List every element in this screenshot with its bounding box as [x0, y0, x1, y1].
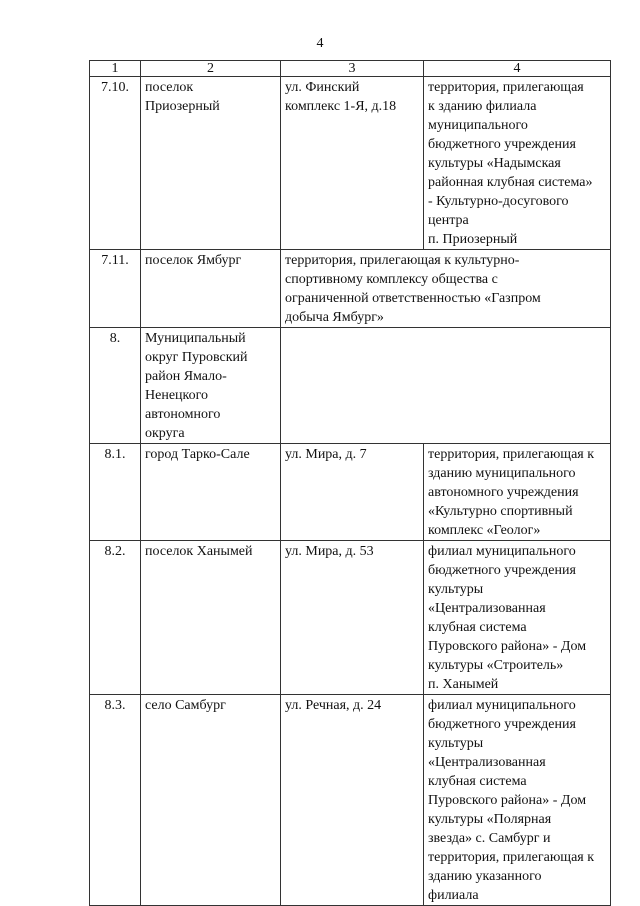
cell-line: клубная система	[428, 774, 527, 789]
cell-line: муниципального	[428, 118, 528, 133]
cell-line: территория, прилегающая	[428, 80, 584, 95]
cell-line: Ненецкого	[145, 388, 209, 403]
cell-line: зданию муниципального	[428, 466, 576, 481]
table-header-row	[90, 61, 611, 77]
settlement-cell	[141, 695, 281, 906]
cell-line: культуры «Строитель»	[428, 658, 564, 673]
cell-line: «Централизованная	[428, 755, 546, 770]
column-header-4: 4	[424, 61, 611, 77]
settlement-cell	[141, 328, 281, 444]
cell-line: округа	[145, 426, 185, 441]
location-cell	[281, 328, 611, 444]
settlement-cell	[141, 541, 281, 695]
cell-line: культуры	[428, 582, 484, 597]
cell-line: комплекс 1-Я, д.18	[285, 99, 397, 114]
cell-line: культуры «Полярная	[428, 812, 552, 827]
table-row	[90, 250, 611, 328]
cell-line: «Культурно спортивный	[428, 504, 573, 519]
location-cell	[424, 695, 611, 906]
locations-table	[89, 60, 611, 906]
address-cell	[281, 695, 424, 906]
row-number: 7.10.	[90, 77, 141, 250]
cell-line: округ Пуровский	[145, 350, 248, 365]
cell-line: п. Ханымей	[428, 677, 499, 692]
page-number: 4	[316, 36, 324, 51]
address-cell	[281, 77, 424, 250]
cell-line: добыча Ямбург»	[285, 310, 384, 325]
location-cell	[424, 444, 611, 541]
cell-line: территория, прилегающая к культурно-	[285, 253, 520, 268]
table-row	[90, 77, 611, 250]
cell-line: районная клубная система»	[428, 175, 593, 190]
cell-line: ул. Речная, д. 24	[285, 698, 382, 713]
address-cell	[281, 444, 424, 541]
cell-line: зданию указанного	[428, 869, 542, 884]
row-number: 8.3.	[90, 695, 141, 906]
table-row	[90, 695, 611, 906]
cell-line: - Культурно-досугового	[428, 194, 569, 209]
cell-line: поселок Ханымей	[145, 544, 253, 559]
cell-line: культуры «Надымская	[428, 156, 561, 171]
row-number: 8.	[90, 328, 141, 444]
cell-line: звезда» с. Самбург и	[428, 831, 551, 846]
cell-line: поселок	[145, 80, 194, 95]
cell-line: к зданию филиала	[428, 99, 537, 114]
cell-line: клубная система	[428, 620, 527, 635]
table-row	[90, 328, 611, 444]
cell-line: город Тарко-Сале	[145, 447, 250, 462]
cell-line: автономного	[145, 407, 221, 422]
cell-line: бюджетного учреждения	[428, 563, 576, 578]
cell-line: Пуровского района» - Дом	[428, 793, 587, 808]
settlement-cell	[141, 250, 281, 328]
table-row	[90, 444, 611, 541]
cell-line: Приозерный	[145, 99, 220, 114]
row-number: 8.1.	[90, 444, 141, 541]
cell-line: бюджетного учреждения	[428, 137, 576, 152]
cell-line: комплекс «Геолог»	[428, 523, 541, 538]
row-number: 7.11.	[90, 250, 141, 328]
column-header-3: 3	[281, 61, 424, 77]
cell-line: ограниченной ответственностью «Газпром	[285, 291, 541, 306]
row-number: 8.2.	[90, 541, 141, 695]
cell-line: бюджетного учреждения	[428, 717, 576, 732]
cell-line: культуры	[428, 736, 484, 751]
cell-line: филиал муниципального	[428, 698, 576, 713]
cell-line: автономного учреждения	[428, 485, 579, 500]
cell-line: Муниципальный	[145, 331, 246, 346]
cell-line: территория, прилегающая к	[428, 447, 595, 462]
cell-line: поселок Ямбург	[145, 253, 242, 268]
cell-line: район Ямало-	[145, 369, 227, 384]
cell-line: ул. Мира, д. 7	[285, 447, 367, 462]
column-header-1: 1	[90, 61, 141, 77]
cell-line: территория, прилегающая к	[428, 850, 595, 865]
cell-line: филиала	[428, 888, 479, 903]
location-cell	[424, 541, 611, 695]
table-row	[90, 541, 611, 695]
cell-line: п. Приозерный	[428, 232, 518, 247]
address-cell	[281, 541, 424, 695]
cell-line: ул. Мира, д. 53	[285, 544, 374, 559]
column-header-2: 2	[141, 61, 281, 77]
cell-line: «Централизованная	[428, 601, 546, 616]
cell-line: ул. Финский	[285, 80, 360, 95]
location-cell	[424, 77, 611, 250]
cell-line: центра	[428, 213, 469, 228]
location-cell	[281, 250, 611, 328]
cell-line: спортивному комплексу общества с	[285, 272, 498, 287]
cell-line: село Самбург	[145, 698, 226, 713]
settlement-cell	[141, 77, 281, 250]
cell-line: филиал муниципального	[428, 544, 576, 559]
settlement-cell	[141, 444, 281, 541]
cell-line: Пуровского района» - Дом	[428, 639, 587, 654]
